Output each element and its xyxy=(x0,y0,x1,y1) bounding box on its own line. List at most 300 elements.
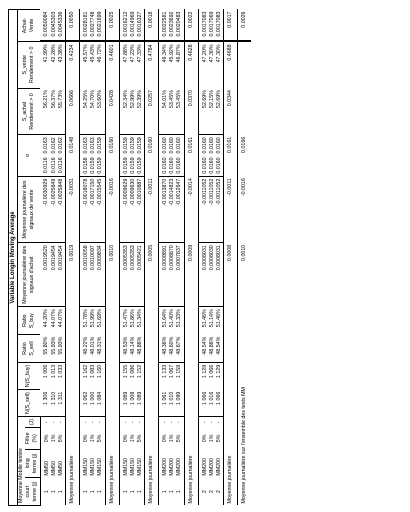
cell: 43.38% xyxy=(57,44,64,63)
cell: 1 000 xyxy=(90,390,97,417)
cell: 0.0022581 xyxy=(159,10,170,42)
cell: - xyxy=(208,421,215,424)
cell: - xyxy=(169,421,176,424)
cell: 0.0148 xyxy=(65,135,79,176)
cell: 51.46% xyxy=(216,309,223,328)
cell: 48.22% xyxy=(80,335,91,363)
cell: - xyxy=(83,421,90,424)
cell: 54.70% xyxy=(90,88,97,135)
cell: -0.0011 xyxy=(224,176,238,243)
cell: - xyxy=(162,421,169,424)
cell: 54.01% xyxy=(159,88,170,135)
cell: 51.64% xyxy=(162,309,169,328)
cell: 0.4234 xyxy=(65,41,79,88)
cell: - xyxy=(176,421,183,424)
table-row xyxy=(176,10,184,506)
cell: -0.0025848 xyxy=(58,176,66,243)
cell: 48.01% xyxy=(90,335,97,363)
cell: 1 089 xyxy=(119,390,130,417)
cell: 1 129 xyxy=(201,364,208,379)
header-moy-vente: Moyenne journalière des signaux de vente xyxy=(18,176,40,243)
cell: 52.39% xyxy=(137,88,145,135)
cell: 0.0021699 xyxy=(97,10,105,42)
cell: 5% xyxy=(97,434,104,443)
cell: 1% xyxy=(169,434,176,443)
cell: 0.0160 xyxy=(105,135,119,176)
cell: 47.30% xyxy=(208,44,215,63)
cell: 0.0666 xyxy=(65,88,79,135)
cell: -0.0025849 xyxy=(51,176,58,243)
cell: 0% xyxy=(43,434,50,443)
cell: 1 xyxy=(43,490,50,494)
cell: - xyxy=(57,421,64,424)
cell: 5% xyxy=(57,434,64,443)
cell: 0.0017083 xyxy=(198,10,209,42)
cell: 56.37% xyxy=(51,88,58,135)
average-row xyxy=(105,10,119,506)
cell: 1 067 xyxy=(169,364,176,379)
table-row xyxy=(216,10,224,506)
header-n-buy: N(S_buy) xyxy=(18,362,40,389)
cell: 1 083 xyxy=(90,364,97,379)
header-long-terme: long terme (j) xyxy=(25,449,40,478)
cell: 0.0005421 xyxy=(137,243,145,307)
cell: -0.0014 xyxy=(184,176,198,243)
cell: 1 152 xyxy=(136,364,143,379)
cell: 0.0158 xyxy=(80,155,91,176)
cell: 1 129 xyxy=(216,364,223,379)
cell: MM200 xyxy=(169,458,176,476)
cell: 46.34% xyxy=(162,44,169,63)
cell: 5% xyxy=(136,434,143,443)
table-row xyxy=(51,10,58,506)
cell: 0.0019454 xyxy=(51,243,58,307)
cell: 46.87% xyxy=(176,44,183,63)
cell: 0.0018 xyxy=(145,10,159,42)
cell: 0.0019520 xyxy=(40,243,51,307)
cell: 0.0045303 xyxy=(51,10,58,42)
cell: 0.0160 xyxy=(201,137,208,154)
cell: -0.0011052 xyxy=(216,176,224,243)
cell: 1 089 xyxy=(137,390,145,417)
cell: 0.0159 xyxy=(90,155,97,176)
cell: 1 xyxy=(83,490,90,494)
table-row xyxy=(159,10,170,506)
cell: 0.0160 xyxy=(208,137,215,154)
table-row xyxy=(198,10,209,506)
cell: 51.40% xyxy=(169,309,176,328)
cell: 1 160 xyxy=(97,364,104,379)
cell: 0.0025 xyxy=(105,10,119,42)
cell: -0.0011052 xyxy=(209,176,216,243)
cell: 1 311 xyxy=(58,390,66,417)
cell: 1 066 xyxy=(198,390,209,417)
cell: -0.0030929 xyxy=(40,176,51,243)
cell: - xyxy=(136,421,143,424)
cell: 2 xyxy=(208,490,215,494)
table-row xyxy=(97,10,105,506)
cell: 45.43% xyxy=(90,44,97,63)
cell: -0.0016 xyxy=(238,176,252,243)
cell: 48.53% xyxy=(119,335,130,363)
cell xyxy=(238,41,252,88)
cell: 0.0022 xyxy=(184,10,198,42)
header-ratio-sell: Ratio S_sell xyxy=(18,335,40,363)
cell: 41.99% xyxy=(43,44,50,63)
table-row xyxy=(90,10,97,506)
cell: 0.0019454 xyxy=(58,243,66,307)
cell: 1 155 xyxy=(122,364,129,379)
cell: 0.0005353 xyxy=(119,243,130,307)
average-row xyxy=(145,10,159,506)
cell: 53.60% xyxy=(97,88,105,135)
table-row xyxy=(130,10,137,506)
cell: 47.23% xyxy=(129,44,136,63)
cell: 47.30% xyxy=(216,44,223,63)
cell: 2 xyxy=(201,490,208,494)
cell: 0.0161 xyxy=(184,135,198,176)
cell: - xyxy=(90,421,97,424)
cell: MM50 xyxy=(50,460,57,476)
cell: - xyxy=(97,421,104,424)
average-row xyxy=(224,10,238,506)
cell: 0% xyxy=(83,434,90,443)
overall-average-label: Moyenne journalière sur l'ensemble des tests MM xyxy=(238,307,252,506)
cell: 51.78% xyxy=(83,309,90,328)
cell: 53.45% xyxy=(169,88,176,135)
cell: 0.0026 xyxy=(238,10,252,42)
cell: -0.0015545 xyxy=(97,176,105,243)
cell: 1 xyxy=(162,490,169,494)
cell: 1 010 xyxy=(169,390,176,417)
cell: 0.0162 xyxy=(57,137,64,154)
cell: 53.45% xyxy=(176,88,184,135)
cell: 0.0159 xyxy=(129,137,136,154)
cell: 47.20% xyxy=(201,44,208,63)
cell: 0.0160 xyxy=(176,155,184,176)
cell: 0.0008030 xyxy=(209,243,216,307)
header-ratio-buy: Ratio S_buy xyxy=(18,307,40,335)
cell: 1 133 xyxy=(162,364,169,379)
cell: 0.0159 xyxy=(130,155,137,176)
cell: 51.99% xyxy=(90,309,97,328)
cell: 0.0008031 xyxy=(216,243,224,307)
cell: 1 xyxy=(129,490,136,494)
cell: 48.67% xyxy=(176,335,184,363)
cell: 52.34% xyxy=(119,88,130,135)
cell: 0.0160 xyxy=(198,155,209,176)
cell: 0.0014969 xyxy=(130,10,137,42)
header-rend-achat: S_achat Rendement > 0 xyxy=(18,88,40,135)
cell: 51.69% xyxy=(97,309,104,328)
cell: 1% xyxy=(90,434,97,443)
cell: 0.0160 xyxy=(209,155,216,176)
cell: 0.0045336 xyxy=(58,10,66,42)
cell: 0.0008 xyxy=(224,243,238,307)
cell: 55.93% xyxy=(51,335,58,363)
cell: 48.54% xyxy=(198,335,209,363)
cell: 1 xyxy=(136,490,143,494)
cell: 0.4601 xyxy=(105,41,119,88)
cell: 1 066 xyxy=(216,390,224,417)
table-title-row xyxy=(9,10,18,506)
cell: - xyxy=(43,421,50,424)
cell: MM150 xyxy=(90,458,97,476)
cell: 0.0009 xyxy=(184,243,198,307)
cell: 52.99% xyxy=(130,88,137,135)
cell: -0.0010887 xyxy=(137,176,145,243)
cell: -0.0018078 xyxy=(80,176,91,243)
cell: 45.92% xyxy=(169,44,176,63)
cell: 0.0010058 xyxy=(80,243,91,307)
average-label: Moyenne journalière xyxy=(65,307,79,506)
table-row xyxy=(58,10,66,506)
cell: -0.0013870 xyxy=(159,176,170,243)
cell: 0.0159 xyxy=(97,137,104,154)
header-court-terme: court terme (j) xyxy=(25,478,40,506)
cell: 0.0050084 xyxy=(40,10,51,42)
cell: 45.57% xyxy=(83,44,90,63)
cell: 0.0017083 xyxy=(216,10,224,42)
cell: 0.0163 xyxy=(90,137,97,154)
cell: 0.0008891 xyxy=(159,243,170,307)
cell: 1 xyxy=(122,490,129,494)
cell: 0.0160 xyxy=(145,135,159,176)
cell: - xyxy=(201,421,208,424)
cell: 55.80% xyxy=(40,335,51,363)
cell: 0.0160 xyxy=(216,155,224,176)
cell xyxy=(238,88,252,135)
cell: - xyxy=(216,421,223,424)
cell: 0.0116 xyxy=(51,155,58,176)
cell: 47.88% xyxy=(122,44,129,63)
cell: MM150 xyxy=(122,458,129,476)
cell: 2 xyxy=(216,490,223,494)
cell: MM150 xyxy=(83,458,90,476)
cell: -0.0017150 xyxy=(90,176,97,243)
cell: 44.07% xyxy=(50,309,57,328)
header-moyenne: Moyenne Mobile testée xyxy=(18,416,26,505)
cell: 0.0370 xyxy=(184,88,198,135)
cell: MM200 xyxy=(176,458,183,476)
cell: 0.0008870 xyxy=(169,243,176,307)
cell: 1 086 xyxy=(129,364,136,379)
cell: 48.60% xyxy=(169,335,176,363)
cell: 0.0010097 xyxy=(90,243,97,307)
cell: 0.0016327 xyxy=(137,10,145,42)
header-filtre-j: (J) xyxy=(25,416,40,427)
cell: 0.0010 xyxy=(105,243,119,307)
cell: 0.0007837 xyxy=(176,243,184,307)
cell: 0% xyxy=(122,434,129,443)
cell: 0.0166 xyxy=(238,135,252,176)
cell: 0.0050 xyxy=(65,10,79,42)
cell: 48.14% xyxy=(130,335,137,363)
cell: 0.0009834 xyxy=(97,243,105,307)
cell: 1 xyxy=(97,490,104,494)
header-row-top xyxy=(18,10,26,506)
header-moy-achat: Moyenne journalière des signaux d'achat xyxy=(18,243,40,307)
cell: - xyxy=(129,421,136,424)
cell: 0.0161 xyxy=(224,135,238,176)
cell: 5% xyxy=(176,434,183,443)
cell: -0.0009629 xyxy=(119,176,130,243)
cell: 1 162 xyxy=(83,364,90,379)
cell: 1 xyxy=(169,490,176,494)
cell: 51.34% xyxy=(136,309,143,328)
cell: 1 xyxy=(90,490,97,494)
cell: 46.72% xyxy=(97,44,104,63)
cell: MM200 xyxy=(162,458,169,476)
cell: 0.0027748 xyxy=(90,10,97,42)
cell: 48.86% xyxy=(137,335,145,363)
cell: MM200 xyxy=(208,458,215,476)
cell: 0.0019 xyxy=(65,243,79,307)
cell: 1 013 xyxy=(50,364,57,379)
cell: 1 xyxy=(50,490,57,494)
cell: 1 xyxy=(57,490,64,494)
table-title: Variable Longin Moving Average xyxy=(9,10,18,506)
cell: 0.0008031 xyxy=(198,243,209,307)
cell: 0.0159 xyxy=(97,155,105,176)
cell: 0.0010 xyxy=(238,243,252,307)
cell: 1 006 xyxy=(43,364,50,379)
cell: 0.0159 xyxy=(122,137,129,154)
cell: 55.93% xyxy=(58,335,66,363)
cell: 1% xyxy=(208,434,215,443)
average-row xyxy=(184,10,198,506)
cell: 0.0257 xyxy=(145,88,159,135)
cell: 52.69% xyxy=(216,88,224,135)
cell: 0.0160 xyxy=(162,137,169,154)
cell: 1 310 xyxy=(51,390,58,417)
cell: 0.0020483 xyxy=(176,10,184,42)
cell: 0.0162 xyxy=(50,137,57,154)
header-achat-vente: Achat-Vente xyxy=(18,10,40,42)
table-row xyxy=(40,10,51,506)
cell: 52.69% xyxy=(198,88,209,135)
cell: 51.14% xyxy=(208,309,215,328)
cell: -0.0012647 xyxy=(176,176,184,243)
cell: 0.0163 xyxy=(43,137,50,154)
cell: - xyxy=(122,421,129,424)
cell: MM150 xyxy=(97,458,104,476)
cell: 47.33% xyxy=(136,44,143,63)
cell: 51.47% xyxy=(122,309,129,328)
cell: 54.25% xyxy=(80,88,91,135)
cell: 0.0005 xyxy=(145,243,159,307)
cell: 1 061 xyxy=(159,390,170,417)
cell: -0.0009630 xyxy=(130,176,137,243)
cell: 0.4628 xyxy=(184,41,198,88)
cell: -0.0016 xyxy=(105,176,119,243)
table-row xyxy=(137,10,145,506)
cell: 48.86% xyxy=(209,335,216,363)
cell: 1 159 xyxy=(176,364,183,379)
table-row xyxy=(169,10,176,506)
cell: 1 xyxy=(176,490,183,494)
cell: 56.21% xyxy=(40,88,51,135)
cell: MM50 xyxy=(57,460,64,476)
cell: MM50 xyxy=(43,460,50,476)
cell: 0.0160 xyxy=(169,155,176,176)
cell: 0.0028181 xyxy=(80,10,91,42)
table-row xyxy=(119,10,130,506)
cell: 0.0160 xyxy=(159,155,170,176)
average-label: Moyenne journalière xyxy=(105,307,119,506)
cell: 51.46% xyxy=(201,309,208,328)
cell: 1 099 xyxy=(176,390,184,417)
cell: MM150 xyxy=(136,458,143,476)
cell: -0.0031 xyxy=(65,176,79,243)
cell: 1 062 xyxy=(80,390,91,417)
cell: 1 016 xyxy=(209,390,216,417)
cell: MM200 xyxy=(201,458,208,476)
cell: 0.0023692 xyxy=(169,10,176,42)
cell: 0.0159 xyxy=(137,155,145,176)
header-rend-vente: S_vente Rendement > 0 xyxy=(18,41,40,88)
cell: 0.0160 xyxy=(176,137,183,154)
cell: 44.20% xyxy=(43,309,50,328)
header-sigma: σ xyxy=(18,135,40,176)
cell: 0.0116 xyxy=(58,155,66,176)
cell: 0.0344 xyxy=(224,88,238,135)
cell: -0.0011 xyxy=(145,176,159,243)
header-filtre: Filtre (%) xyxy=(25,428,40,449)
cell: 0% xyxy=(162,434,169,443)
table-row xyxy=(80,10,91,506)
cell: 48.36% xyxy=(159,335,170,363)
cell: -0.0014823 xyxy=(169,176,176,243)
cell: 55.73% xyxy=(58,88,66,135)
cell: 1 033 xyxy=(57,364,64,379)
cell: 51.86% xyxy=(129,309,136,328)
cell: -0.0011052 xyxy=(198,176,209,243)
cell: 1% xyxy=(50,434,57,443)
cell: 0.0428 xyxy=(105,88,119,135)
overall-average-row xyxy=(238,10,252,506)
cell: 5% xyxy=(216,434,223,443)
average-row xyxy=(65,10,79,506)
cell: 42.28% xyxy=(50,44,57,63)
table-row xyxy=(209,10,216,506)
results-table xyxy=(8,9,251,506)
cell: 0.0160 xyxy=(169,137,176,154)
cell: 1 008 xyxy=(130,390,137,417)
cell: 1% xyxy=(129,434,136,443)
cell: 48.54% xyxy=(216,335,224,363)
cell: 0.0005353 xyxy=(130,243,137,307)
cell: 51.33% xyxy=(176,309,183,328)
average-label: Moyenne journalière xyxy=(184,307,198,506)
average-label: Moyenne journalière xyxy=(145,307,159,506)
cell: 0.0159 xyxy=(136,137,143,154)
average-label: Moyenne journalière xyxy=(224,307,238,506)
cell: 1 066 xyxy=(208,364,215,379)
cell: 0.0160 xyxy=(216,137,223,154)
cell: - xyxy=(50,421,57,424)
cell: 0.4784 xyxy=(145,41,159,88)
cell: MM200 xyxy=(216,458,223,476)
cell: 0.0017069 xyxy=(209,10,216,42)
header-n-sell: N(S_sell) xyxy=(18,390,40,417)
cell: 0.0159 xyxy=(119,155,130,176)
cell: 48.31% xyxy=(97,335,105,363)
cell: 0% xyxy=(201,434,208,443)
cell: 1 084 xyxy=(97,390,105,417)
cell: MM150 xyxy=(129,458,136,476)
cell: 44.07% xyxy=(57,309,64,328)
